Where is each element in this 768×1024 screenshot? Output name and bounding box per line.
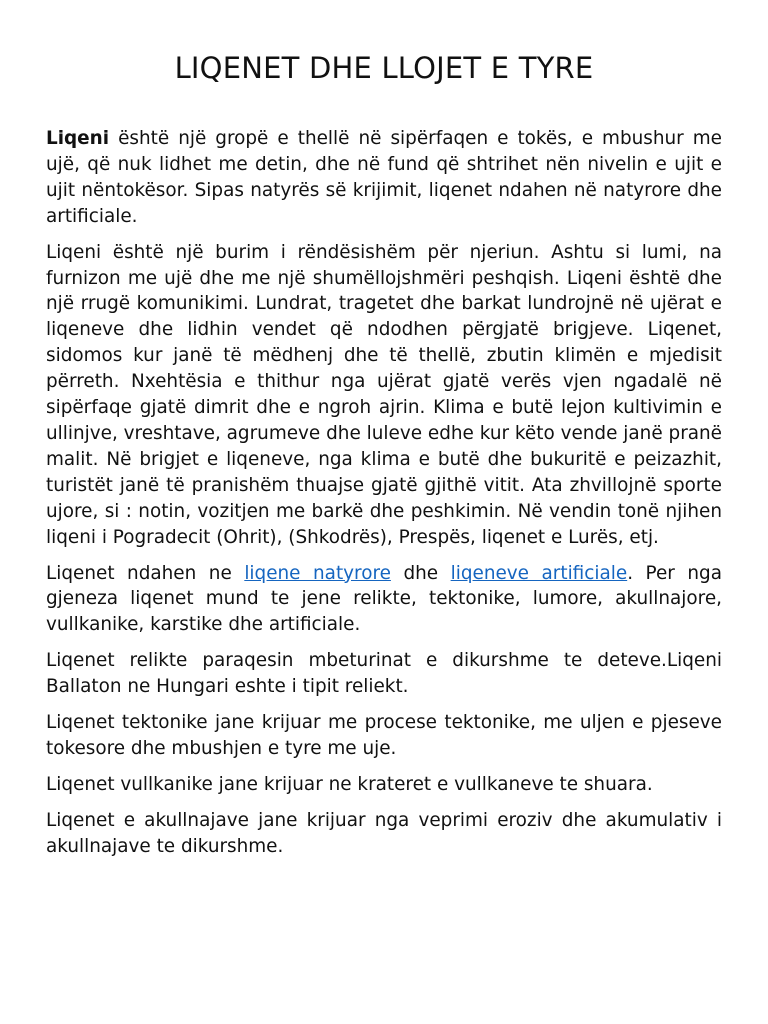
paragraph-text: . Per nga gjeneza liqenet mund te jene relikte, tektonike, lumore, akullnajore, vullkanike, karstike dhe artificiale. (46, 562, 722, 636)
link-artificial-lakes[interactable]: liqeneve artificiale (450, 562, 628, 584)
paragraph-definition (46, 126, 722, 230)
paragraph-importance: Liqeni është një burim i rëndësishëm për njeriun. Ashtu si lumi, na furnizon me ujë dhe me një shumëllojshmëri peshqish. Liqeni është dhe një rrugë komunikimi. Lundrat, tragetet dhe barkat lundrojnë në ujërat e liqeneve dhe lidhin vendet që ndodhen përgjatë brigjeve. Liqenet, sidomos kur janë të mëdhenj dhe të thellë, zbutin klimën e mjedisit përreth. Nxehtësia e thithur nga ujërat gjatë verës vjen ngadalë në sipërfaqe gjatë dimrit dhe e ngroh ajrin. Klima e butë lejon kultivimin e ullinjve, vreshtave, agrumeve dhe luleve edhe kur këto vende janë pranë malit. Në brigjet e liqeneve, nga klima e butë dhe bukuritë e peizazhit, turistët janë të pranishëm thuajse gjatë gjithë vitit. Ata zhvillojnë sporte ujore, si : notin, vozitjen me barkë dhe peshkimin. Në vendin tonë njihen liqeni i Pogradecit (Ohrit), (Shkodrës), Prespës, liqenet e Lurës, etj. (46, 241, 722, 548)
paragraph-tectonic-lakes: Liqenet tektonike jane krijuar me procese tektonike, me uljen e pjeseve tokesore dhe mbushjen e tyre me uje. (46, 712, 722, 759)
paragraph-relict-lakes: Liqenet relikte paraqesin mbeturinat e dikurshme te deteve.Liqeni Ballaton ne Hungari eshte i tipit reliekt. (46, 650, 722, 698)
document-body (46, 126, 722, 860)
paragraph-classification (46, 561, 722, 639)
paragraph-volcanic-lakes: Liqenet vullkanike jane krijuar ne krateret e vullkaneve te shuara. (46, 773, 653, 795)
page-title: LIQENET DHE LLOJET E TYRE (174, 51, 594, 85)
paragraph-text: është një gropë e thellë në sipërfaqen e tokës, e mbushur me ujë, që nuk lidhet me detin, dhe në fund që shtrihet nën nivelin e ujit e ujit nëntokësor. Sipas natyrës së krijimit, liqenet ndahen në natyrore dhe artificiale. (46, 128, 722, 227)
paragraph-glacial-lakes: Liqenet e akullnajave jane krijuar nga veprimi eroziv dhe akumulativ i akullnajave te dikurshme. (46, 809, 722, 857)
link-natural-lakes[interactable]: liqene natyrore (244, 562, 391, 584)
paragraph-text: dhe (390, 562, 451, 584)
lead-term: Liqeni (46, 128, 110, 149)
paragraph-text: Liqenet ndahen ne (46, 562, 245, 584)
